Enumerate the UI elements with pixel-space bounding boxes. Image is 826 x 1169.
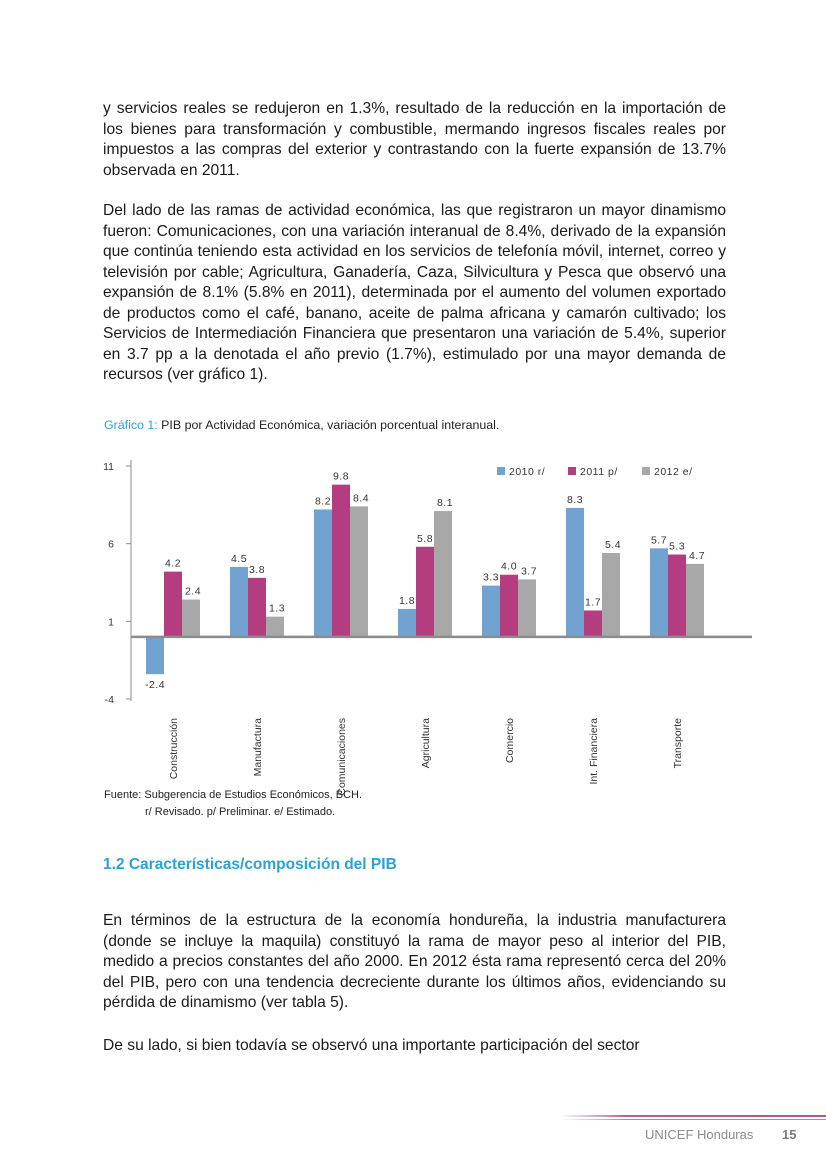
category-label: Agricultura [420, 718, 432, 769]
category-label: Transporte [672, 718, 684, 769]
bars [146, 485, 704, 675]
bar-2012-3 [434, 511, 452, 637]
bar-2012-2 [350, 506, 368, 636]
bar-2010-0 [146, 637, 164, 674]
data-label: 3.8 [248, 563, 266, 576]
bar-2011-1 [248, 578, 266, 637]
data-label: 1.3 [268, 602, 286, 615]
legend-swatch [497, 467, 505, 475]
data-label: 1.7 [584, 596, 602, 609]
data-label: 5.4 [604, 538, 622, 551]
figure-source: Fuente: Subgerencia de Estudios Económicos, BCH. [104, 789, 363, 801]
footer-organization: UNICEF Honduras [645, 1127, 754, 1142]
bar-2011-5 [584, 610, 602, 636]
data-label: 4.5 [230, 552, 248, 565]
data-label: 4.0 [500, 560, 518, 573]
y-tick-label: -4 [104, 694, 114, 706]
data-label: 3.7 [520, 565, 538, 578]
bar-2011-4 [500, 575, 518, 637]
data-label: -2.4 [144, 679, 166, 692]
figure-notes: r/ Revisado. p/ Preliminar. e/ Estimado. [145, 806, 336, 818]
bar-2011-0 [164, 572, 182, 637]
legend-swatch [642, 467, 650, 475]
category-label: Comercio [504, 718, 516, 763]
chart-legend [497, 466, 693, 478]
category-labels [168, 718, 684, 796]
figure-caption-text: PIB por Actividad Económica, variación porcentual interanual. [157, 418, 500, 432]
bar-2010-3 [398, 609, 416, 637]
data-label: 2.4 [184, 585, 202, 598]
data-label: 3.3 [482, 571, 500, 584]
legend-swatch [568, 467, 576, 475]
bar-2012-0 [182, 600, 200, 637]
section-heading: 1.2 Características/composición del PIB [103, 856, 397, 873]
bar-2010-1 [230, 567, 248, 637]
y-tick-label: 11 [103, 461, 114, 473]
data-label: 8.2 [314, 495, 332, 508]
data-label: 4.7 [688, 549, 706, 562]
y-tick-label: 1 [108, 616, 114, 629]
figure-caption-label: Gráfico 1: [104, 418, 158, 432]
category-label: Int. Financiera [588, 718, 600, 785]
body-paragraph-1: y servicios reales se redujeron en 1.3%, resultado de la reducción en la importación de los bienes para transformación y combustible, mermando ingresos fiscales reales por impuestos a las compras del exterior y contrastando con la fuerte expansión de 13.7% observada en 2011. [103, 100, 726, 179]
category-label: Manufactura [252, 718, 264, 777]
category-label: Construcción [168, 718, 180, 780]
bar-2011-2 [332, 485, 350, 637]
bar-2010-4 [482, 586, 500, 637]
footer-rule-magenta [560, 1115, 826, 1117]
body-paragraph-2: Del lado de las ramas de actividad económica, las que registraron un mayor dinamismo fueron: Comunicaciones, con una variación interanual de 8.4%, derivado de la expansión que continúa teniendo esta actividad en los servicios de telefonía móvil, internet, correo y televisión por cable; Agricultura, Ganadería, Caza, Silvicultura y Pesca que observó una expansión de 8.1% (5.8% en 2011), determinada por el aumento del volumen exportado de productos como el café, banano, aceite de palma africana y camarón cultivado; los Servicios de Intermediación Financiera que presentaron una variación de 5.4%, superior en 3.7 pp a la denotada el año previo (1.7%), estimulado por una mayor demanda de recursos (ver gráfico 1). [103, 202, 726, 383]
body-paragraph-4: De su lado, si bien todavía se observó una importante participación del sector [103, 1037, 640, 1054]
bar-2012-1 [266, 617, 284, 637]
bar-2012-5 [602, 553, 620, 637]
data-label: 5.7 [650, 534, 668, 547]
legend-label: 2010 r/ [509, 466, 546, 478]
data-label: 1.8 [398, 594, 416, 607]
bar-2010-6 [650, 548, 668, 637]
bar-2011-3 [416, 547, 434, 637]
data-label: 9.8 [332, 470, 350, 483]
legend-label: 2012 e/ [654, 466, 693, 478]
category-label: Comunicaciones [336, 718, 348, 796]
data-label: 5.8 [416, 532, 434, 545]
bar-2010-2 [314, 509, 332, 636]
body-paragraph-3: En términos de la estructura de la economía hondureña, la industria manufacturera (donde se incluye la maquila) constituyó la rama de mayor peso al interior del PIB, medido a precios constantes del año 2000. En 2012 ésta rama representó cerca del 20% del PIB, pero con una tendencia decreciente durante los últimos años, evidenciando su pérdida de dinamismo (ver tabla 5). [103, 912, 726, 1011]
bar-2012-6 [686, 564, 704, 637]
data-label: 4.2 [164, 557, 182, 570]
data-label: 5.3 [668, 540, 686, 553]
data-label: 8.4 [352, 492, 370, 505]
bar-2010-5 [566, 508, 584, 637]
y-tick-label: 6 [108, 538, 114, 551]
legend-label: 2011 p/ [580, 466, 618, 478]
page-number: 15 [782, 1127, 797, 1142]
bar-2011-6 [668, 555, 686, 637]
data-label: 8.1 [436, 497, 454, 510]
data-label: 8.3 [566, 493, 584, 506]
footer-rule-cyan [560, 1119, 826, 1120]
bar-2012-4 [518, 579, 536, 636]
y-axis [103, 460, 131, 706]
